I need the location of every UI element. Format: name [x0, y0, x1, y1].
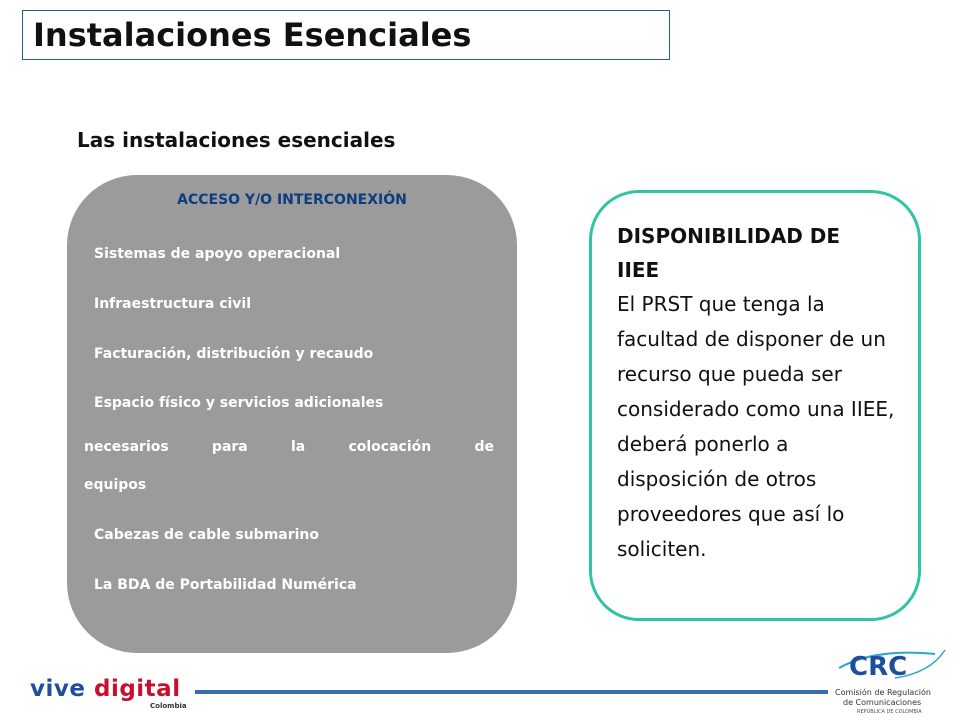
crc-name-line1: Comisión de Regulación: [835, 688, 931, 697]
list-item: Cabezas de cable submarino: [94, 527, 320, 543]
list-item: La BDA de Portabilidad Numérica: [94, 577, 357, 593]
card-heading: ACCESO Y/O INTERCONEXIÓN: [177, 192, 407, 208]
title-box: [22, 10, 670, 60]
list-item: Sistemas de apoyo operacional: [94, 246, 341, 262]
crc-logo: [835, 648, 955, 718]
section-subtitle: Las instalaciones esenciales: [77, 128, 396, 152]
crc-country: REPÚBLICA DE COLOMBIA: [857, 709, 922, 715]
availability-body: El PRST que tenga la facultad de disponer de un recurso que pueda ser considerado como una IIEE, deberá ponerlo a disposición de otros proveedores que así lo soliciten.: [617, 292, 895, 561]
vive-digital-logo: [30, 676, 181, 702]
availability-card: [589, 190, 921, 621]
list-item: Infraestructura civil: [94, 296, 252, 312]
list-item: Facturación, distribución y recaudo: [94, 346, 374, 362]
list-item: equipos: [84, 477, 147, 493]
footer-divider: [195, 690, 828, 694]
digital-word: digital: [93, 676, 181, 702]
vive-word: vive: [30, 676, 86, 702]
crc-wordmark: CRC: [849, 652, 908, 682]
page-title: Instalaciones Esenciales: [33, 16, 472, 54]
vive-digital-country: Colombia: [150, 702, 187, 710]
crc-name-line2: de Comunicaciones: [843, 698, 922, 707]
availability-title: DISPONIBILIDAD DE IIEE: [617, 224, 841, 282]
list-item: Espacio físico y servicios adicionales: [94, 395, 384, 411]
access-interconnection-card: [67, 175, 517, 653]
list-item: necesarios para la colocación de: [84, 439, 494, 455]
